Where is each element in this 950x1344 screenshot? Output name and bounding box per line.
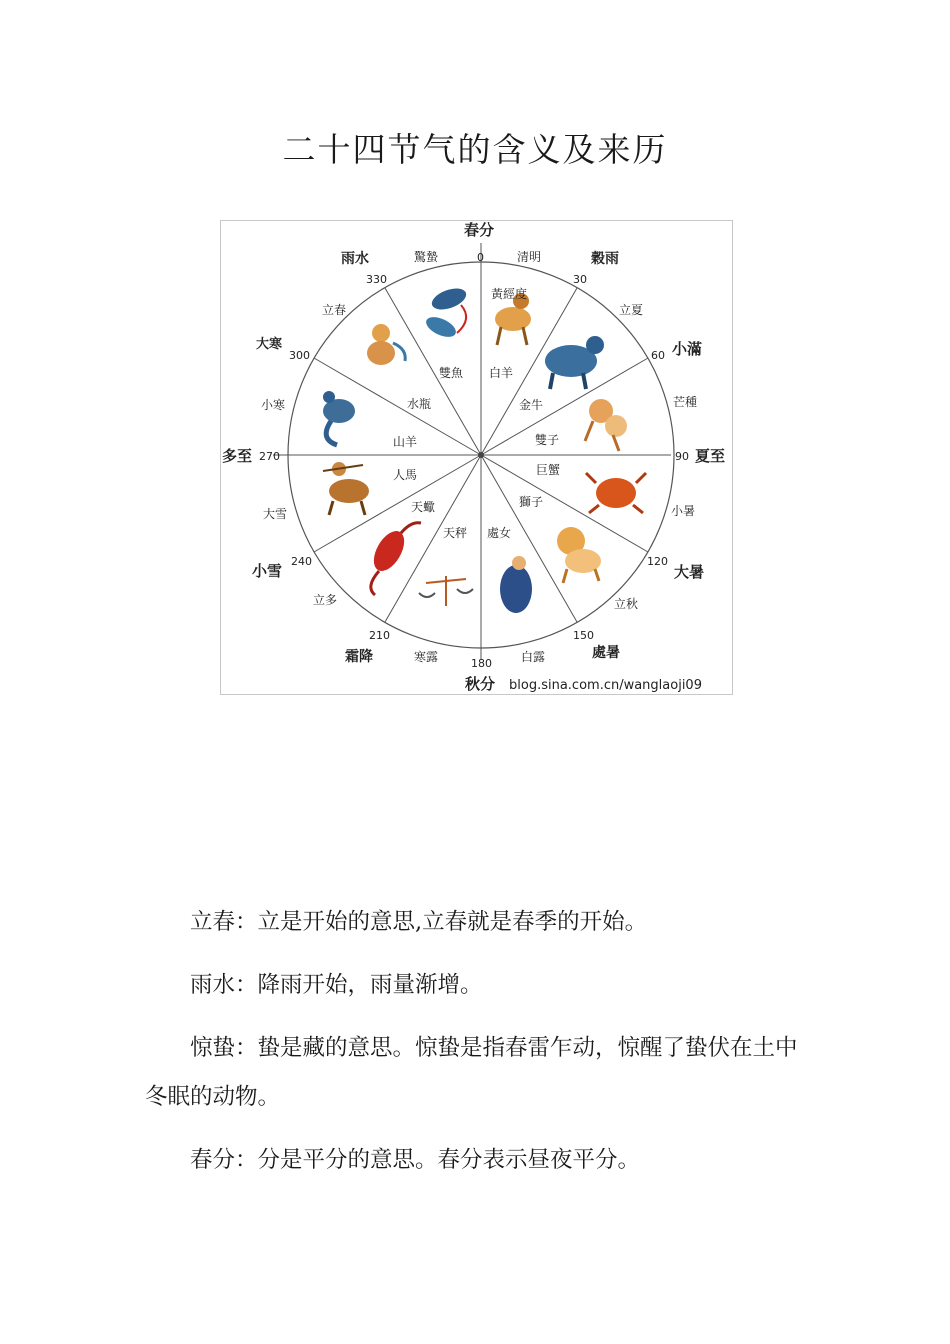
cancer-icon <box>586 473 646 513</box>
degree-label-30: 30 <box>573 273 587 286</box>
term-bailu: 白露 <box>521 650 546 664</box>
libra-icon <box>419 576 473 606</box>
pisces-icon <box>423 284 469 341</box>
term-yushui: 雨水 <box>341 251 369 267</box>
scorpio-icon <box>368 523 421 595</box>
term-mangzhong: 芒種 <box>673 395 698 409</box>
degree-label-180: 180 <box>471 657 492 670</box>
center-point <box>478 452 484 458</box>
term-xiaoxue: 小雪 <box>252 562 283 580</box>
sign-label-cancer: 巨蟹 <box>536 463 561 477</box>
degree-label-60: 60 <box>651 349 665 362</box>
paragraph-text: 雨水：降雨开始，雨量渐增。 <box>190 972 483 998</box>
degree-label-150: 150 <box>573 629 594 642</box>
term-daxue: 大雪 <box>263 507 288 521</box>
degree-label-330: 330 <box>366 273 387 286</box>
paragraph-text: 立春：立是开始的意思,立春就是春季的开始。 <box>190 909 648 935</box>
degree-label-90: 90 <box>675 450 689 463</box>
sign-label-taurus: 金牛 <box>519 398 544 412</box>
paragraph-lichun <box>145 898 805 947</box>
term-shuangjiang: 霜降 <box>345 649 373 665</box>
term-xiazhi: 夏至 <box>695 447 726 465</box>
virgo-icon <box>500 556 532 613</box>
sign-label-capricorn: 山羊 <box>393 435 418 449</box>
sign-label-scorpio: 天蠍 <box>411 500 436 514</box>
paragraph-text: 春分：分是平分的意思。春分表示昼夜平分。 <box>190 1147 641 1173</box>
inner-top-label: 黃經度 <box>491 287 528 301</box>
term-chunfen: 春分 <box>464 221 495 239</box>
degree-label-300: 300 <box>289 349 310 362</box>
degree-label-210: 210 <box>369 629 390 642</box>
paragraph-jingzhe <box>145 1024 805 1122</box>
sign-label-aquarius: 水瓶 <box>407 397 432 411</box>
term-dongzhi: 多至 <box>222 447 253 465</box>
sign-label-gemini: 雙子 <box>535 433 560 447</box>
taurus-icon <box>545 336 604 389</box>
term-qiufen: 秋分 <box>465 675 496 693</box>
term-lichun: 立春 <box>322 303 347 317</box>
aquarius-icon <box>367 324 405 365</box>
term-xiaoman: 小滿 <box>672 340 703 358</box>
term-xiaoshu: 小暑 <box>671 504 696 518</box>
sign-label-virgo: 處女 <box>487 526 512 540</box>
page-title: 二十四节气的含义及来历 <box>282 130 668 170</box>
term-hanlu: 寒露 <box>414 650 439 664</box>
term-guyu: 穀雨 <box>591 251 619 267</box>
term-xiaohan: 小寒 <box>261 398 286 412</box>
term-jingzhe: 驚蟄 <box>414 250 439 264</box>
paragraph-yushui <box>145 961 805 1010</box>
term-qingming: 清明 <box>517 250 542 264</box>
degree-label-120: 120 <box>647 555 668 568</box>
term-liqiu: 立秋 <box>614 597 639 611</box>
degree-label-0: 0 <box>477 251 484 264</box>
paragraph-text: 惊蛰：蛰是藏的意思。惊蛰是指春雷乍动，惊醒了蛰伏在土中冬眠的动物。 <box>145 1035 798 1110</box>
sign-label-leo: 獅子 <box>519 495 544 509</box>
leo-icon <box>557 527 601 583</box>
sign-label-aries: 白羊 <box>489 366 514 380</box>
sign-label-sagittarius: 人馬 <box>393 468 418 482</box>
paragraph-chunfen <box>145 1136 805 1185</box>
sagittarius-icon <box>323 462 369 515</box>
term-lixia: 立夏 <box>619 303 644 317</box>
capricorn-icon <box>323 391 355 445</box>
gemini-icon <box>585 399 627 451</box>
watermark: blog.sina.com.cn/wanglaoji09 <box>509 678 702 693</box>
sign-label-pisces: 雙魚 <box>439 366 464 380</box>
degree-label-240: 240 <box>291 555 312 568</box>
degree-label-270: 270 <box>259 450 280 463</box>
term-lidong: 立多 <box>313 593 338 607</box>
term-chushu: 處暑 <box>592 645 620 661</box>
zodiac-solar-term-wheel <box>220 220 733 695</box>
sign-label-libra: 天秤 <box>443 526 468 540</box>
term-dahan: 大寒 <box>256 337 283 352</box>
term-dashu: 大暑 <box>674 563 705 581</box>
